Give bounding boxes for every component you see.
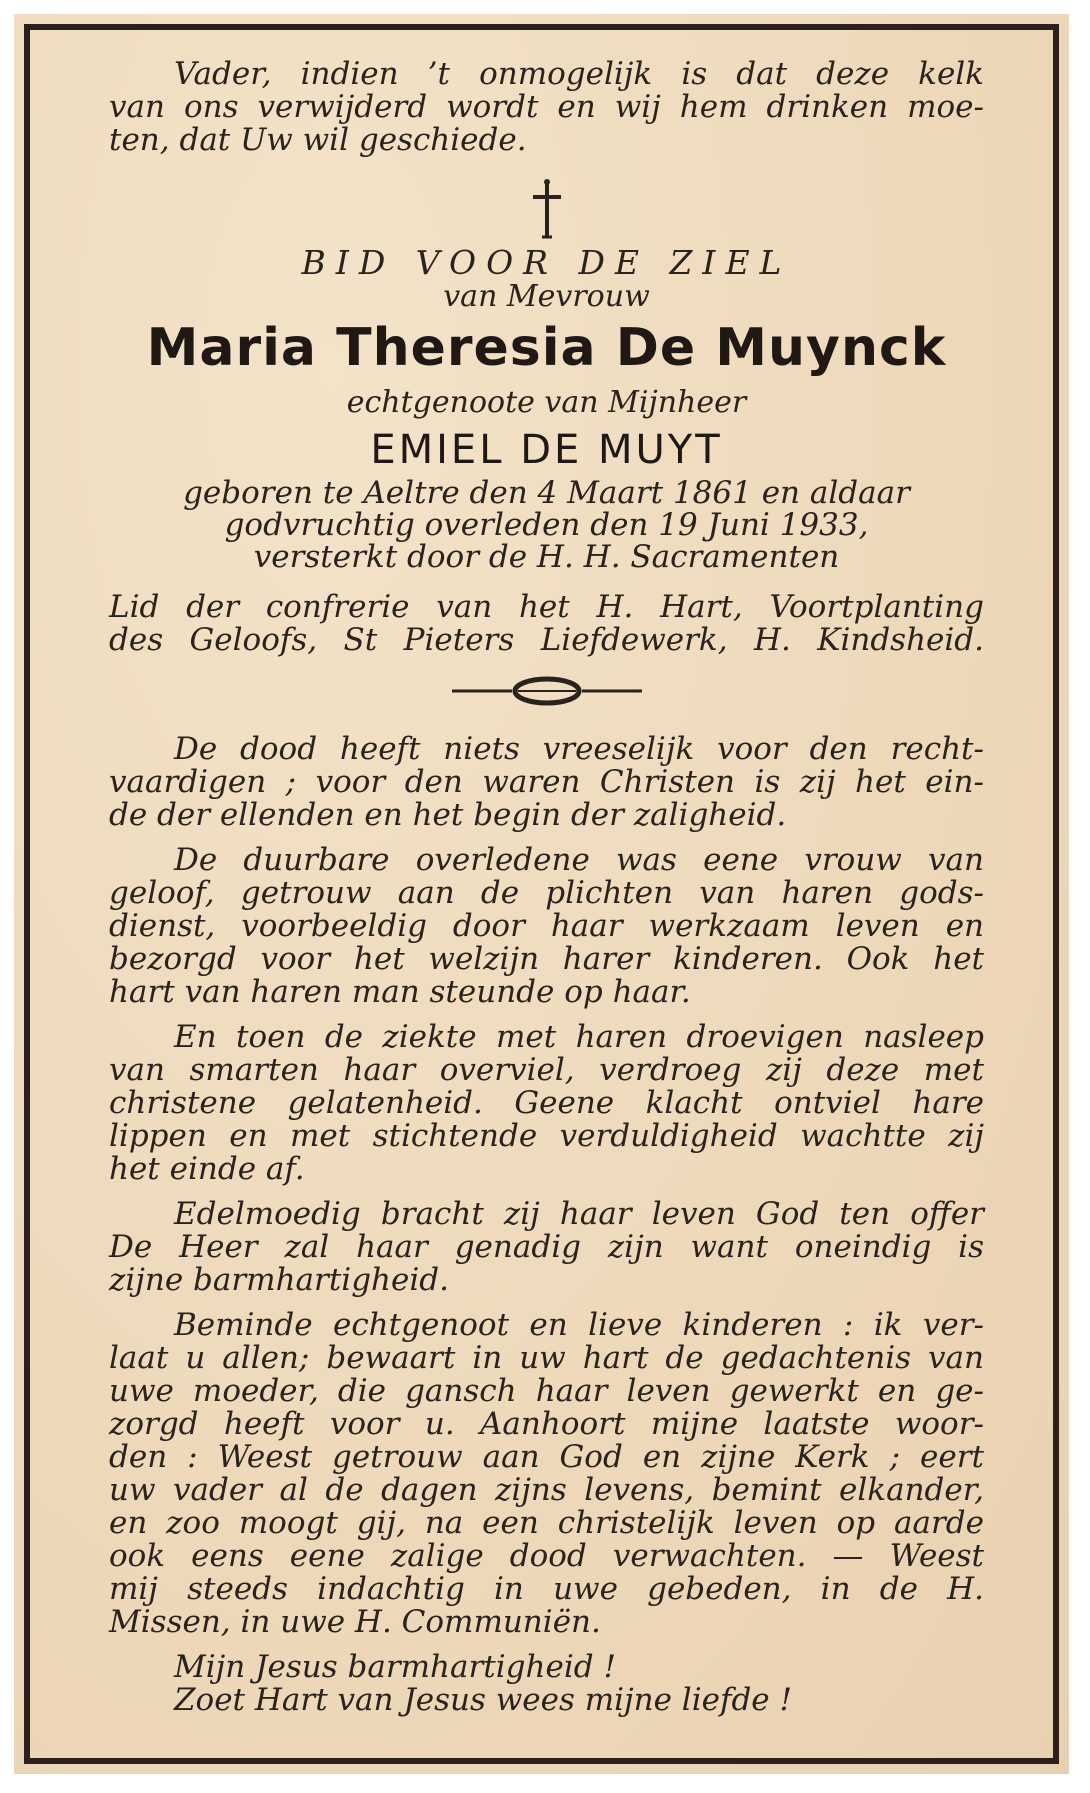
prayer-line: Zoet Hart van Jesus wees mijne liefde !	[174, 1682, 792, 1718]
paragraph-line: En toen de ziekte met haren droevigen nasleep	[174, 1019, 984, 1055]
deceased-name: Maria Theresia De Muynck	[146, 318, 947, 378]
memorial-card	[14, 14, 1069, 1774]
paragraph-4	[109, 1198, 984, 1297]
paragraph-line: geloof, getrouw aan de plichten van haren gods-	[109, 875, 984, 911]
card-content	[109, 58, 984, 1717]
paragraph-line: bezorgd voor het welzijn harer kinderen. Ook het	[109, 941, 984, 977]
paragraph-line: den : Weest getrouw aan God en zijne Kerk ; eert	[109, 1439, 984, 1475]
spouse-label: echtgenoote van Mijnheer	[346, 385, 747, 420]
verse-line: Vader, indien ’t onmogelijk is dat deze kelk	[174, 56, 984, 92]
verse-line: van ons verwijderd wordt en wij hem drinken moe-	[109, 89, 984, 125]
birth-death-details	[109, 477, 984, 573]
opening-verse	[109, 58, 984, 157]
spouse-name: EMIEL DE MUYT	[370, 427, 723, 473]
paragraph-line: De Heer zal haar genadig zijn want oneindig is	[109, 1229, 984, 1265]
verse-line: ten, dat Uw wil geschiede.	[109, 122, 527, 158]
paragraph-line: De duurbare overledene was eene vrouw van	[174, 842, 984, 878]
paragraph-line: Beminde echtgenoot en lieve kinderen : ik ver-	[174, 1307, 984, 1343]
birth-line: geboren te Aeltre den 4 Maart 1861 en aldaar	[183, 475, 910, 511]
paragraph-line: uwe moeder, die gansch haar leven gewerkt en ge-	[109, 1373, 984, 1409]
paragraph-line: christene gelatenheid. Geene klacht ontviel hare	[109, 1085, 984, 1121]
paragraph-line: dienst, voorbeeldig door haar werkzaam leven en	[109, 908, 984, 944]
paragraph-line: zorgd heeft voor u. Aanhoort mijne laatste woor-	[109, 1406, 984, 1442]
paragraph-3	[109, 1021, 984, 1186]
van-mevrouw: van Mevrouw	[443, 279, 650, 314]
paragraph-line: en zoo moogt gij, na een christelijk leven op aarde	[109, 1505, 984, 1541]
paragraph-line: mij steeds indachtig in uwe gebeden, in de H.	[109, 1571, 984, 1607]
confrerie-line: Lid der confrerie van het H. Hart, Voortplanting	[109, 589, 984, 625]
paragraph-line: Missen, in uwe H. Communiën.	[109, 1604, 601, 1640]
paragraph-line: hart van haren man steunde op haar.	[109, 974, 691, 1010]
cross-icon	[109, 179, 984, 241]
paragraph-line: vaardigen ; voor den waren Christen is zij het ein-	[109, 764, 984, 800]
paragraph-line: ook eens eene zalige dood verwachten. — Weest	[109, 1538, 984, 1574]
prayer-line: Mijn Jesus barmhartigheid !	[174, 1649, 616, 1685]
paragraph-line: Edelmoedig bracht zij haar leven God ten offer	[174, 1196, 984, 1232]
paragraph-2	[109, 844, 984, 1009]
paragraph-line: de der ellenden en het begin der zaligheid.	[109, 797, 787, 833]
paragraph-line: De dood heeft niets vreeselijk voor den recht-	[174, 731, 984, 767]
divider-ornament-icon	[109, 671, 984, 715]
paragraph-line: lippen en met stichtende verduldigheid wachtte zij	[109, 1118, 984, 1154]
bid-voor-de-ziel: BID VOOR DE ZIEL	[301, 243, 792, 282]
confrerie-membership	[109, 591, 984, 657]
birth-line: godvruchtig overleden den 19 Juni 1933,	[224, 507, 869, 543]
paragraph-line: uw vader al de dagen zijns levens, bemint elkander,	[109, 1472, 984, 1508]
birth-line: versterkt door de H. H. Sacramenten	[253, 539, 840, 575]
paragraph-line: het einde af.	[109, 1151, 305, 1187]
paragraph-line: zijne barmhartigheid.	[109, 1262, 449, 1298]
paragraph-line: laat u allen; bewaart in uw hart de gedachtenis van	[109, 1340, 984, 1376]
paragraph-line: van smarten haar overviel, verdroeg zij deze met	[109, 1052, 984, 1088]
paragraph-1	[109, 733, 984, 832]
confrerie-line: des Geloofs, St Pieters Liefdewerk, H. Kindsheid.	[109, 622, 984, 658]
closing-prayer	[109, 1651, 984, 1717]
paragraph-5	[109, 1309, 984, 1639]
